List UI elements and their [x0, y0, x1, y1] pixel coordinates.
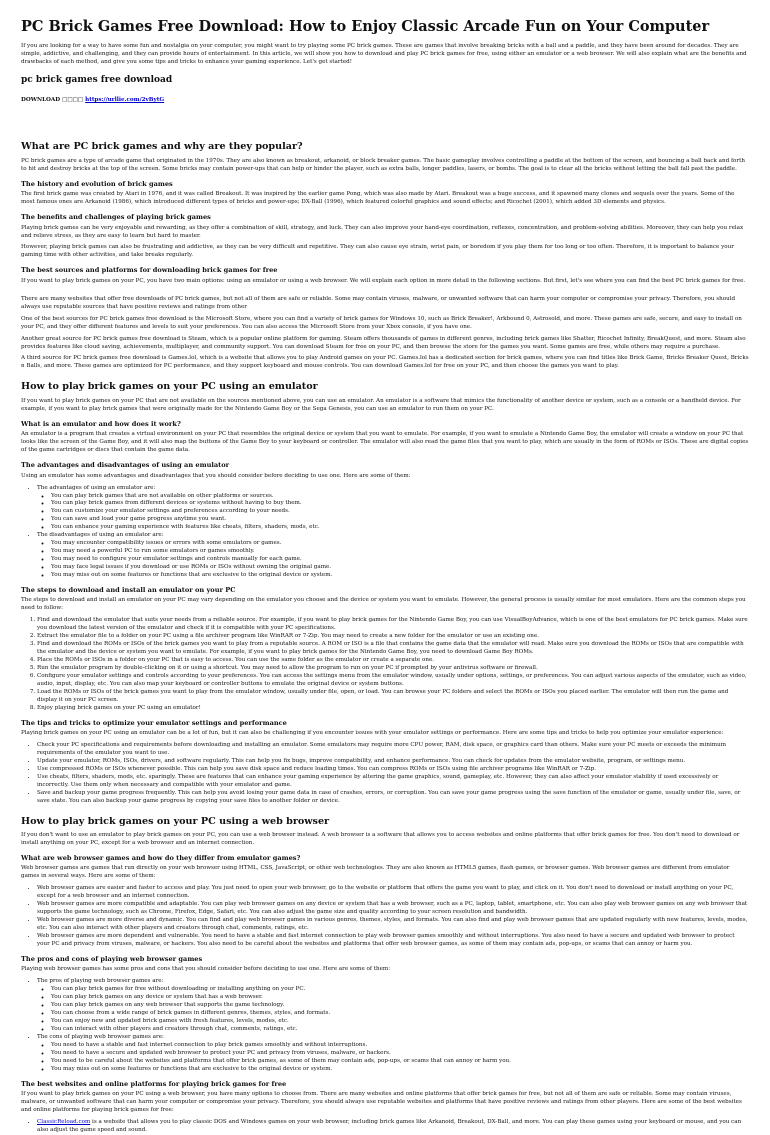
list-item: 2. Extract the emulator file to a folder on your PC using a file archiver program like WinRAR or 7-Zip. You may need to create a new folder for the emulator or use an existing one.	[37, 633, 749, 641]
list-item: ◦ You can play brick games from different devices or systems without having to buy them.	[51, 500, 749, 508]
paragraph: The first brick game was created by Atari in 1976, and it was called Breakout. It was inspired by the earlier game Pong, which was also made by Atari. Breakout was a huge success, and it spawned many clones and sequels over the years. Some of the most famous ones are Arkanoid (1986), which introduced different types of bricks and power-ups; DX-Ball (1996), which featured colorful graphics and sound effects; and Ricochet (2001), which added 3D elements and physics.	[21, 191, 735, 206]
list-item: ◦ You can choose from a wide range of brick games in different genres, themes, styles, and formats.	[51, 1010, 749, 1018]
list-item: • Web browser games are more compatible and adaptable. You can play web browser games on any device or system that has a web browser, such as a PC, laptop, tablet, smartphone, etc. You can also play web browser games on any web browser that supports the game technology, such as Chrome, Firefox, Edge, Safari, etc. You can also adjust the game size and quality according to your screen resolution and bandwidth.	[37, 901, 749, 917]
steps-list	[21, 617, 749, 712]
intro-paragraph: If you are looking for a way to have some fun and nostalgia on your computer, you might want to try playing some PC brick games. These are games that involve breaking bricks with a ball and a paddle, and they have been around for decades. They are simple, addictive, and challenging, and they can provide hours of entertainment. In this article, we will show you how to download and play PC brick games for free, using either an emulator or a web browser. We will also explain what are the benefits and drawbacks of each method, and give you some tips and tricks to enhance your gaming experience. Let's get started!	[21, 43, 747, 66]
classicreload-link[interactable]: ClassicReload.com	[37, 1118, 91, 1125]
subheading-best-websites: The best websites and online platforms for playing brick games for free	[21, 1079, 287, 1088]
list-item: ◦ You need to have a stable and fast internet connection to play brick games smoothly and without interruptions.	[51, 1042, 749, 1050]
list-item	[37, 1034, 749, 1074]
subheading-what-emulator: What is an emulator and how does it work?	[21, 419, 181, 428]
list-item: ◦ You need to have a secure and updated web browser to protect your PC and privacy from viruses, malware, or hackers.	[51, 1050, 749, 1058]
paragraph: Playing brick games can be very enjoyable and rewarding, as they offer a combination of skill, strategy, and luck. They can also improve your hand-eye coordination, reflexes, concentration, and problem-solving abilities. Moreover, they can help you relax and relieve stress, as they are easy to learn but hard to master.	[21, 224, 744, 239]
paragraph: If you want to play brick games on your PC using a web browser, you have many options to choose from. There are many websites and online platforms that offer brick games for free, but not all of them are safe or reliable. Some may contain viruses, malware, or unwanted software that can harm your computer or compromise your privacy. Therefore, you should always use reputable websites and platforms that have positive reviews and ratings from other players. Here are some of the best websites and online platforms for playing brick games for free:	[21, 1091, 742, 1114]
list-item: • Web browser games are easier and faster to access and play. You just need to open your web browser, go to the website or platform that offers the game you want to play, and click on it. You don't need to download or install anything on your PC, except for a web browser and an internet connection.	[37, 885, 749, 901]
paragraph: One of the best sources for PC brick games free download is the Microsoft Store, where you can find a variety of brick games for Windows 10, such as Brick Breaker!, Arkbound 0, Astrosold, and more. These games are safe, secure, and easy to install on your PC, and they offer different features and levels to suit your preferences. You can also access the Microsoft Store from your Xbox console, if you have one.	[21, 315, 742, 330]
list-item: • Check your PC specifications and requirements before downloading and installing an emulator. Some emulators may require more CPU power, RAM, disk space, or graphics card than others. Make sure your PC meets or exceeds the minimum requirements of the emulator you want to use.	[37, 742, 749, 758]
list-label: The disadvantages of using an emulator are:	[37, 532, 164, 539]
paragraph: There are many websites that offer free downloads of PC brick games, but not all of them are safe or reliable. Some may contain viruses, malware, or unwanted software that can harm your computer or compromise your privacy. Therefore, you should always use reputable sources that have positive reviews and ratings from other	[21, 295, 736, 310]
list-item	[37, 978, 749, 1034]
list-item: ◦ You need to be careful about the websites and platforms that offer brick games, as some of them may contain ads, pop-ups, or scams that can annoy or harm you.	[51, 1058, 749, 1066]
paragraph: If you don't want to use an emulator to play brick games on your PC, you can use a web browser instead. A web browser is a software that allows you to access websites and online platforms that offer brick games for free. You don't need to download or install anything on your PC, except for a web browser and an internet connection.	[21, 832, 740, 846]
list-item: 6. Configure your emulator settings and controls according to your preferences. You can access the settings menu from the emulator window, usually under options, settings, or preferences. You can adjust various aspects of the emulator, such as video, audio, input, display, etc. You can also map your keyboard or controller buttons to emulate the original device or system buttons.	[37, 673, 749, 689]
list-item	[37, 485, 749, 533]
list-item: ◦ You can enjoy new and updated brick games with fresh features, levels, modes, etc.	[51, 1018, 749, 1026]
paragraph: PC brick games are a type of arcade game that originated in the 1970s. They are also known as breakout, arkanoid, or block breaker games. The basic gameplay involves controlling a paddle at the bottom of the screen, and bouncing a ball back and forth to hit and destroy bricks at the top of the screen. Some bricks may contain power-ups that can help or hinder the player, such as extra balls, longer paddles, lasers, or bombs. The goal is to clear all the bricks without letting the ball fall past the paddle.	[21, 157, 745, 172]
subtitle: pc brick games free download	[21, 75, 173, 86]
subheading-advantages: The advantages and disadvantages of using an emulator	[21, 461, 230, 470]
subheading-steps: The steps to download and install an emulator on your PC	[21, 585, 236, 594]
list-item-text: is a website that allows you to play classic DOS and Windows games on your web browser, including brick games like Arkanoid, Breakout, DX-Ball, and more. You can play these games using your keyboard or mouse, and you can also adjust the game speed and sound.	[37, 1118, 742, 1133]
paragraph: Playing web browser games has some pros and cons that you should consider before deciding to use one. Here are some of them:	[21, 966, 391, 973]
list-item: 8. Enjoy playing brick games on your PC using an emulator!	[37, 705, 749, 713]
list-item: ◦ You may need to configure your emulator settings and controls manually for each game.	[51, 556, 749, 564]
subheading-benefits: The benefits and challenges of playing brick games	[21, 213, 211, 222]
differences-list	[21, 885, 749, 949]
list-item: ◦ You may face legal issues if you download or use ROMs or ISOs without owning the original game.	[51, 564, 749, 572]
page-title: PC Brick Games Free Download: How to Enjoy Classic Arcade Fun on Your Computer	[21, 18, 710, 35]
paragraph: A third source for PC brick games free download is Games.lol, which is a website that allows you to play Android games on your PC. Games.lol has a dedicated section for brick games, where you can find titles like Brick Game, Bricks Breaker Quest, Bricks n Balls, and more. These games are optimized for PC performance, and they support keyboard and mouse controls. You can download Games.lol for free on your PC, and then choose the games you want to play.	[21, 355, 749, 370]
paragraph: However, playing brick games can also be frustrating and addictive, as they can be very difficult and repetitive. They can also cause eye strain, wrist pain, or boredom if you play them for too long or too often. Therefore, it is important to balance your gaming time with other activities, and take breaks regularly.	[21, 244, 734, 259]
list-item: 4. Place the ROMs or ISOs in a folder on your PC that is easy to access. You can use the same folder as the emulator or create a separate one.	[37, 657, 749, 665]
download-label: DOWNLOAD	[21, 97, 61, 104]
list-item: • Use cheats, filters, shaders, mods, etc. sparingly. These are features that can enhance your gaming experience by altering the game graphics, sound, gameplay, etc. However, they can also affect your emulator stability if used excessively or incorrectly. Use them only when necessary and compatible with your emulator and game.	[37, 774, 749, 790]
list-item: 1. Find and download the emulator that suits your needs from a reliable source. For example, if you want to play brick games for the Nintendo Game Boy, you can use VisualBoyAdvance, which is one of the best emulators for PC brick games. Make sure you download the latest version of the emulator and check if it is compatible with your PC specifications.	[37, 617, 749, 633]
paragraph: Another great source for PC brick games free download is Steam, which is a popular online platform for gaming. Steam offers thousands of games in different genres, including brick games like Shatter, Ricochet Infinity, BreakQuest, and more. Steam also provides features like cloud saving, achievements, multiplayer, and community support. You can download Steam for free on your PC, and then browse the store for the games you want. Some games are free, while others may require a purchase.	[21, 335, 746, 350]
list-item: ◦ You may need a powerful PC to run some emulators or games smoothly.	[51, 548, 749, 556]
section-heading-browser: How to play brick games on your PC using a web browser	[21, 815, 330, 827]
list-label: The pros of playing web browser games are:	[37, 978, 164, 985]
list-item: ◦ You can play brick games for free without downloading or installing anything on your PC.	[51, 986, 749, 994]
list-item: 7. Load the ROMs or ISOs of the brick games you want to play from the emulator window, usually under file, open, or load. You can browse your PC folders and select the ROMs or ISOs you placed earlier. The emulator will then run the game and display it on your PC screen.	[37, 689, 749, 705]
tips-list	[21, 742, 749, 806]
list-item: 3. Find and download the ROMs or ISOs of the brick games you want to play from a reputable source. A ROM or ISO is a file that contains the game data that the emulator will read. Make sure you download the ROMs or ISOs that are compatible with the emulator and the device or system you want to emulate. For example, if you want to play brick games for the Nintendo Game Boy, you need to download Game Boy ROMs.	[37, 641, 749, 657]
subheading-tips: The tips and tricks to optimize your emulator settings and performance	[21, 718, 287, 727]
subheading-history: The history and evolution of brick games	[21, 179, 173, 188]
list-item: • Update your emulator, ROMs, ISOs, drivers, and software regularly. This can help you fix bugs, improve compatibility, and enhance performance. You can check for updates from the emulator website, program, or settings menu.	[37, 758, 749, 766]
list-item: ◦ You can customize your emulator settings and preferences according to your needs.	[51, 508, 749, 516]
paragraph: Playing brick games on your PC using an emulator can be a lot of fun, but it can also be challenging if you encounter issues with your emulator settings or performance. Here are some tips and tricks to help you optimize your emulator experience:	[21, 730, 724, 737]
list-item: ◦ You may miss out on some features or functions that are exclusive to the original device or system.	[51, 1066, 749, 1074]
list-item: ◦ You may encounter compatibility issues or errors with some emulators or games.	[51, 540, 749, 548]
subheading-what-browser: What are web browser games and how do they differ from emulator games?	[21, 853, 301, 862]
list-item: • Save and backup your game progress frequently. This can help you avoid losing your game data in case of crashes, errors, or corruption. You can save your game progress using the save function of the emulator or game, usually under file, save, or save state. You can also backup your game progress by copying your save files to another folder or device.	[37, 790, 749, 806]
paragraph: An emulator is a program that creates a virtual environment on your PC that resembles the original device or system that you want to emulate. For example, if you want to emulate a Nintendo Game Boy, the emulator will create a window on your PC that looks like the screen of the Game Boy, and it will also map the buttons of the Game Boy to your keyboard or controller. The emulator will also read the game files that you want to play, which are usually in the form of ROMs or ISOs. These are digital copies of the game cartridges or discs that contain the game data.	[21, 431, 749, 454]
list-item: ◦ You can play brick games on any device or system that has a web browser.	[51, 994, 749, 1002]
advantages-list	[21, 485, 749, 580]
list-item: ◦ You can enhance your gaming experience with features like cheats, filters, shaders, mods, etc.	[51, 524, 749, 532]
list-item: ◦ You can play brick games that are not available on other platforms or sources.	[51, 493, 749, 501]
section-heading-emulator: How to play brick games on your PC using an emulator	[21, 381, 318, 393]
pros-cons-list	[21, 978, 749, 1073]
list-item: ◦ You may miss out on some features or functions that are exclusive to the original device or system.	[51, 572, 749, 580]
list-item: • Web browser games are more dependent and vulnerable. You need to have a stable and fast internet connection to play web browser games smoothly and without interruptions. You also need to have a secure and updated web browser to protect your PC and privacy from viruses, malware, or hackers. You also need to be careful about the websites and platforms that offer web browser games, as some of them may contain ads, pop-ups, or scams that can annoy or harm you.	[37, 933, 749, 949]
section-heading-what: What are PC brick games and why are they popular?	[21, 141, 303, 153]
list-item: • Web browser games are more diverse and dynamic. You can find and play web browser games in various genres, themes, styles, and formats. You can also find and play web browser games that are updated regularly with new features, levels, modes, etc. You can also interact with other players and creators through chat, comments, ratings, etc.	[37, 917, 749, 933]
download-line	[21, 97, 749, 103]
paragraph: If you want to play brick games on your PC, you have two main options: using an emulator or using a web browser. We will explain each option in more detail in the following sections. But first, let's see where you can find the best PC brick games for free.	[21, 277, 746, 284]
list-item: ◦ You can play brick games on any web browser that supports the game technology.	[51, 1002, 749, 1010]
subheading-sources: The best sources and platforms for downloading brick games for free	[21, 266, 278, 275]
list-item: • Use compressed ROMs or ISOs whenever possible. This can help you save disk space and reduce loading times. You can compress ROMs or ISOs using file archiver programs like WinRAR or 7-Zip.	[37, 766, 749, 774]
list-item	[37, 1119, 749, 1135]
list-item: ◦ You can interact with other players and creators through chat, comments, ratings, etc.	[51, 1026, 749, 1034]
list-item: ◦ You can save and load your game progress anytime you want.	[51, 516, 749, 524]
download-link[interactable]: https://urllie.com/2vBytG	[85, 97, 165, 104]
paragraph: Web browser games are games that run directly on your web browser using HTML, CSS, JavaScript, or other web technologies. They are also known as HTML5 games, flash games, or browser games. Web browser games are different from emulator games in several ways. Here are some of them:	[21, 865, 730, 880]
list-item: 5. Run the emulator program by double-clicking on it or using a shortcut. You may need to allow the program to run on your PC if prompted by your antivirus software or firewall.	[37, 665, 749, 673]
websites-list	[21, 1119, 749, 1135]
subheading-pros-cons: The pros and cons of playing web browser games	[21, 954, 203, 963]
list-label: The advantages of using an emulator are:	[37, 484, 156, 491]
paragraph: If you want to play brick games on your PC that are not available on the sources mentioned above, you can use an emulator. An emulator is a software that mimics the functionality of another device or system, such as a console or a handheld device. For example, if you want to play brick games that were originally made for the Nintendo Game Boy or the Sega Genesis, you can use an emulator to run them on your PC.	[21, 397, 741, 412]
paragraph: The steps to download and install an emulator on your PC may vary depending on the emulator you choose and the device or system you want to emulate. However, the general process is usually similar for most emulators. Here are the common steps you need to follow:	[21, 597, 746, 612]
list-item	[37, 532, 749, 580]
download-glyphs: □□□□	[62, 97, 84, 104]
paragraph: Using an emulator has some advantages and disadvantages that you should consider before deciding to use one. Here are some of them:	[21, 472, 411, 479]
list-label: The cons of playing web browser games are:	[37, 1033, 164, 1040]
